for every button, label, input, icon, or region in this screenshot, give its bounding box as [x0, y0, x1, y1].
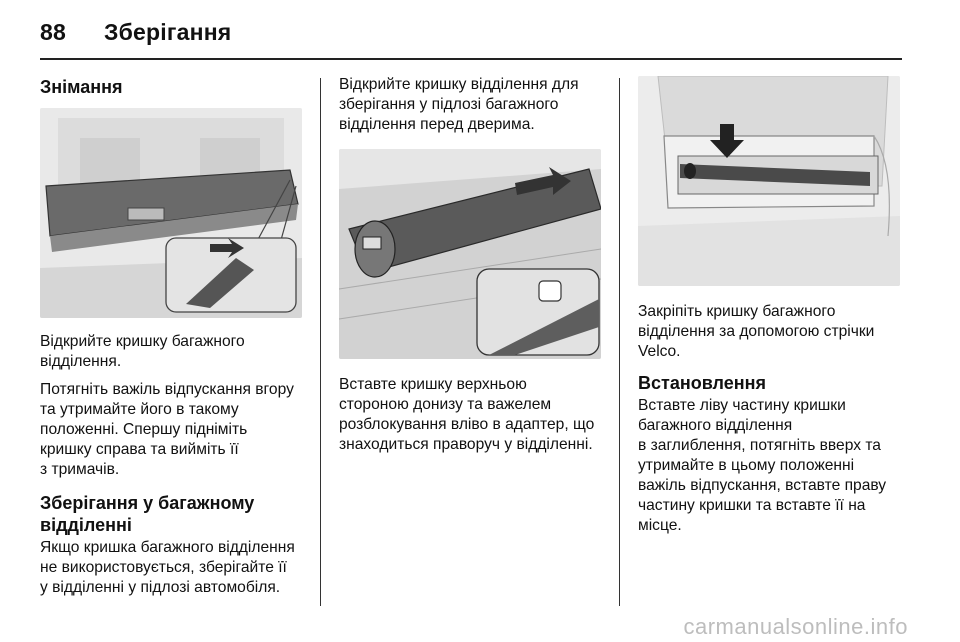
paragraph-fix-velcro: Закріпіть кришку багажного відділення за допомогою стрічки Velco. [638, 303, 875, 360]
column-3 [638, 70, 904, 544]
section-heading-removal: Знімання [40, 77, 123, 97]
illustration-floor-compartment [638, 76, 900, 286]
page-header [40, 12, 231, 52]
paragraph-open-compartment: Відкрийте кришку відділення для зберігання у підлозі багажного відділення перед дверима. [339, 76, 579, 133]
watermark: carmanualsonline.info [683, 614, 908, 639]
header-rule [40, 58, 902, 60]
section-heading-storage: Зберігання у багажному відділенні [40, 493, 255, 535]
section-heading-installation: Встановлення [638, 373, 766, 393]
paragraph-insert-cover: Вставте кришку верхньою стороною донизу та важелем розблокування вліво в адаптер, що знаходиться праворуч у відділенні. [339, 376, 595, 453]
illustration-cover-removal [40, 108, 302, 318]
column-1 [40, 70, 306, 606]
paragraph-pull-lever: Потягніть важіль відпускання вгору та утримайте його в такому положенні. Спершу підніміть кришку справа та вийміть її з тримачів. [40, 381, 294, 478]
page-number: 88 [40, 18, 66, 45]
paragraph-storage: Якщо кришка багажного відділення не використовується, зберігайте її у відділенні у підлозі автомобіля. [40, 539, 295, 596]
column-divider-1 [320, 78, 321, 606]
column-divider-2 [619, 78, 620, 606]
illustration-cover-insert [339, 149, 601, 359]
paragraph-installation: Вставте ліву частину кришки багажного відділення в заглиблення, потягніть вверх та утримайте в цьому положенні важіль відпускання, вставте праву частину кришки та вставте її на місце. [638, 397, 887, 534]
paragraph-open-cover: Відкрийте кришку багажного відділення. [40, 333, 245, 370]
column-2 [339, 70, 605, 463]
page-title: Зберігання [103, 18, 232, 45]
